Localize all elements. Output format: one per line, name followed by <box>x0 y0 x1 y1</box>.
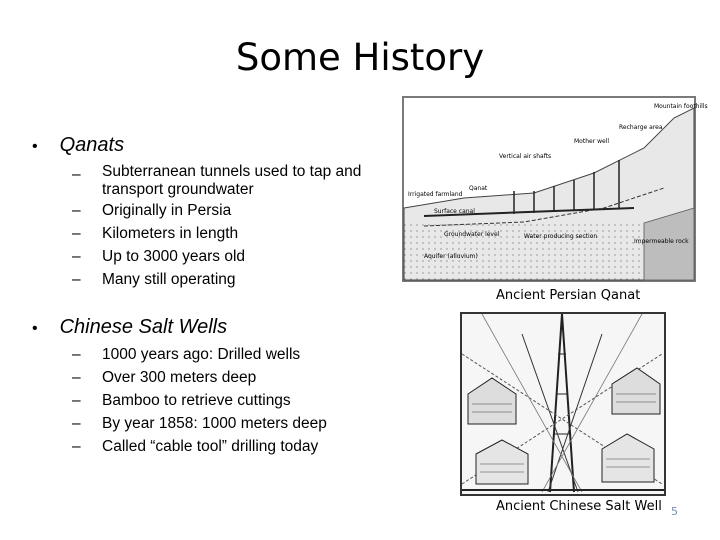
qanats-heading: Qanats <box>59 134 125 156</box>
diagram-label: Mother well <box>574 138 610 145</box>
salt-well-caption: Ancient Chinese Salt Well <box>496 499 662 514</box>
diagram-label: Water producing section <box>524 233 598 240</box>
slide-title: Some History <box>235 36 485 79</box>
salt-wells-list <box>72 343 392 458</box>
en-dash-icon: – <box>72 369 81 386</box>
bullet-dot-icon: • <box>32 320 38 337</box>
en-dash-icon: – <box>72 415 81 432</box>
diagram-label: Aquifer (alluvium) <box>424 253 478 260</box>
diagram-label: Recharge area <box>619 124 663 131</box>
list-item: – By year 1858: 1000 meters deep <box>72 412 392 435</box>
en-dash-icon: – <box>72 346 81 363</box>
en-dash-icon: – <box>72 166 81 183</box>
list-item: – 1000 years ago: Drilled wells <box>72 343 392 366</box>
diagram-label: Vertical air shafts <box>499 153 552 160</box>
diagram-label: Impermeable rock <box>634 238 689 245</box>
diagram-label: Qanat <box>469 185 488 192</box>
diagram-label: Irrigated farmland <box>408 191 463 198</box>
salt-wells-heading: Chinese Salt Wells <box>59 316 228 338</box>
diagram-label: Groundwater level <box>444 231 500 238</box>
qanat-caption: Ancient Persian Qanat <box>496 288 641 303</box>
en-dash-icon: – <box>72 202 81 219</box>
list-item: – Subterranean tunnels used to tap and transport groundwater <box>72 163 362 198</box>
diagram-label: Mountain foothills <box>654 103 708 110</box>
list-item: – Called “cable tool” drilling today <box>72 435 392 458</box>
salt-well-illustration-svg <box>462 314 664 494</box>
list-item: – Bamboo to retrieve cuttings <box>72 389 392 412</box>
list-item: – Over 300 meters deep <box>72 366 392 389</box>
bullet-dot-icon: • <box>32 138 38 155</box>
qanat-diagram-svg <box>404 98 708 280</box>
en-dash-icon: – <box>72 225 81 242</box>
en-dash-icon: – <box>72 438 81 455</box>
qanat-diagram <box>402 96 708 282</box>
en-dash-icon: – <box>72 271 81 288</box>
list-item: – Kilometers in length <box>72 222 392 245</box>
diagram-label: Surface canal <box>434 208 475 215</box>
page-number: 5 <box>671 505 678 518</box>
qanats-list <box>72 163 392 291</box>
list-item: – Originally in Persia <box>72 199 392 222</box>
salt-well-illustration <box>460 312 666 496</box>
qanats-bullet <box>32 134 124 157</box>
list-item: – Many still operating <box>72 268 392 291</box>
en-dash-icon: – <box>72 392 81 409</box>
list-item: – Up to 3000 years old <box>72 245 392 268</box>
salt-wells-bullet <box>32 316 227 339</box>
en-dash-icon: – <box>72 248 81 265</box>
